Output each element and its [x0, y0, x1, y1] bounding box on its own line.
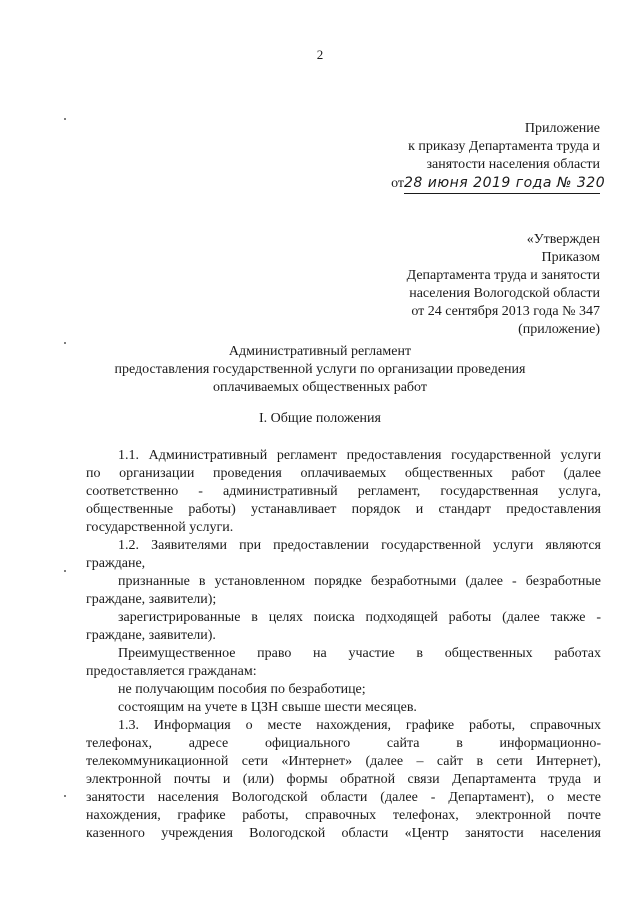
approval-block	[340, 231, 600, 339]
handwritten-date: 28 июня 2019 года № 320	[404, 175, 606, 191]
body-line: государственной услуги.	[86, 520, 234, 535]
approval-line: Департамента труда и занятости	[406, 268, 600, 283]
body-line: 1.2. Заявителями при предоставлении государственной услуги являются	[118, 538, 601, 553]
body-line: электронной почты и (или) формы обратной связи Департамента труда и	[86, 772, 601, 787]
scan-speck	[64, 342, 66, 344]
document-body	[86, 447, 601, 843]
body-line: предоставляется гражданам:	[86, 664, 257, 679]
annex-line: занятости населения области	[426, 157, 600, 172]
body-line: телефонах, адресе официального сайта в информационно-	[86, 736, 601, 751]
body-line: соответственно - административный регламент, государственная услуга,	[86, 484, 601, 499]
body-line: общественные работы) устанавливает порядок и стандарт предоставления	[86, 502, 601, 517]
body-line: граждане, заявители).	[86, 628, 216, 643]
annex-title: Приложение	[524, 121, 600, 136]
scan-speck	[64, 570, 66, 572]
body-line: 1.1. Административный регламент предоставления государственной услуги	[118, 448, 601, 463]
body-line: казенного учреждения Вологодской области «Центр занятости населения	[86, 826, 601, 841]
body-line: 1.3. Информация о месте нахождения, графике работы, справочных	[118, 718, 601, 733]
body-line: телекоммуникационной сети «Интернет» (далее – сайт в сети Интернет),	[86, 754, 601, 769]
annex-block	[340, 120, 606, 194]
annex-line: к приказу Департамента труда и	[408, 139, 600, 154]
annex-date-line	[340, 174, 606, 194]
body-line: не получающим пособия по безработице;	[118, 682, 366, 697]
annex-date-prefix: от	[391, 176, 404, 191]
body-line: состоящим на учете в ЦЗН свыше шести месяцев.	[118, 700, 417, 715]
page-number: 2	[316, 47, 324, 62]
approval-line: Приказом	[541, 250, 600, 265]
body-line: нахождения, графике работы, справочных телефонах, электронной почте	[86, 808, 601, 823]
scan-speck	[64, 795, 66, 797]
scan-speck	[64, 118, 66, 120]
approval-line: населения Вологодской области	[409, 286, 600, 301]
title-line: Административный регламент	[228, 344, 412, 359]
body-line: признанные в установленном порядке безработными (далее - безработные	[118, 574, 601, 589]
approval-line: (приложение)	[518, 322, 600, 337]
document-title	[0, 343, 640, 397]
body-line: по организации проведения оплачиваемых общественных работ (далее	[86, 466, 601, 481]
title-line: оплачиваемых общественных работ	[213, 380, 427, 395]
body-line: граждане,	[86, 556, 146, 571]
body-line: зарегистрированные в целях поиска подходящей работы (далее также -	[118, 610, 601, 625]
body-line: Преимущественное право на участие в общественных работах	[118, 646, 601, 661]
section-heading: I. Общие положения	[259, 411, 381, 426]
approval-line: «Утвержден	[526, 232, 600, 247]
body-line: занятости населения Вологодской области (далее - Департамент), о месте	[86, 790, 601, 805]
body-line: граждане, заявители);	[86, 592, 217, 607]
title-line: предоставления государственной услуги по организации проведения	[114, 362, 526, 377]
approval-line: от 24 сентября 2013 года № 347	[411, 304, 600, 319]
